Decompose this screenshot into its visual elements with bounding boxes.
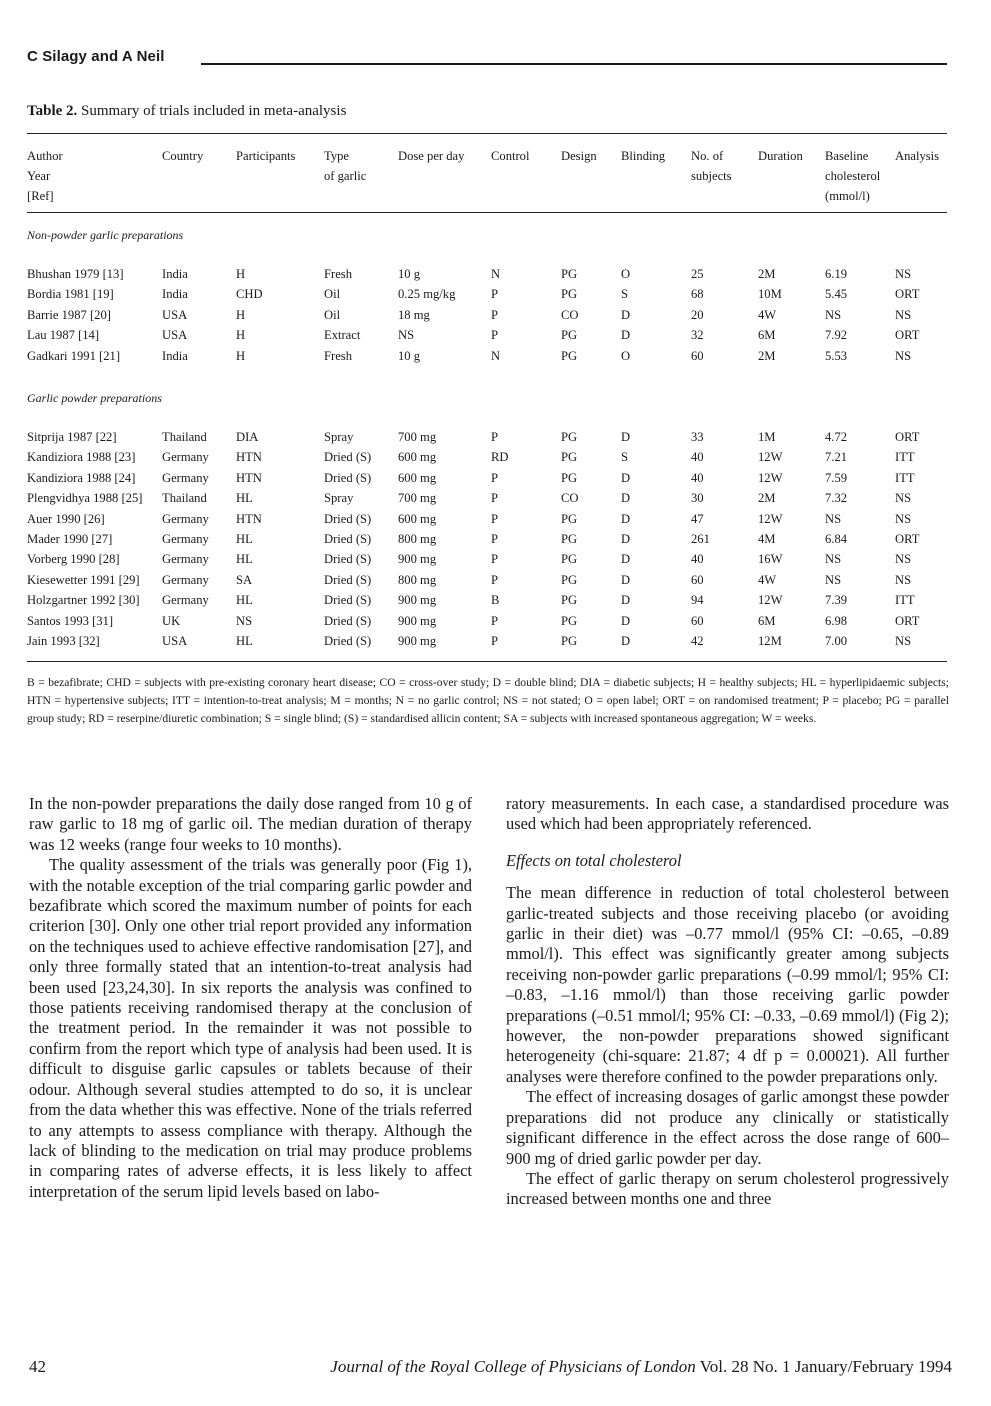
table-label: Table 2. (27, 103, 78, 119)
body-paragraph: The effect of increasing dosages of garlic amongst these powder preparations did not produce any clinically or statistically significant difference in the effect across the dose range of 600–900 mg of dried garlic powder per day. (506, 1087, 949, 1168)
journal-citation (330, 1357, 952, 1377)
cell-participants: H (236, 328, 246, 343)
cell-type: Dried (S) (324, 634, 372, 648)
cell-participants: HTN (236, 511, 262, 526)
cell-analysis: ITT (895, 470, 915, 485)
cell-subjects: 60 (691, 572, 704, 587)
cell-dose: 800 mg (398, 532, 437, 546)
cell-author: Lau 1987 [14] (27, 328, 100, 343)
cell-participants: CHD (236, 287, 263, 302)
cell-analysis: NS (895, 307, 912, 322)
table-bottom-rule (27, 661, 947, 662)
cell-dose: NS (398, 328, 415, 343)
cell-blinding: D (621, 470, 631, 485)
cell-blinding: O (621, 348, 631, 363)
cell-blinding: D (621, 328, 631, 343)
cell-baseline: 7.92 (825, 328, 848, 343)
cell-country: USA (162, 307, 188, 322)
table-section-label: Garlic powder preparations (27, 391, 162, 405)
cell-duration: 12M (758, 634, 782, 648)
cell-author: Santos 1993 [31] (27, 613, 114, 628)
column-header-type: Type of garlic (324, 149, 367, 183)
body-column-left (29, 794, 472, 1202)
column-header-baseline: Baseline cholesterol (mmol/l) (825, 149, 881, 203)
cell-dose: 18 mg (398, 307, 430, 322)
body-paragraph: The effect of garlic therapy on serum cholesterol progressively increased between months one and three (506, 1168, 949, 1209)
cell-type: Dried (S) (324, 593, 372, 608)
cell-duration: 4M (758, 532, 776, 546)
cell-subjects: 40 (691, 470, 704, 485)
cell-blinding: D (621, 613, 631, 628)
cell-duration: 2M (758, 491, 776, 506)
cell-control: P (491, 572, 499, 587)
table-row (27, 532, 947, 552)
cell-subjects: 40 (691, 450, 704, 465)
cell-blinding: D (621, 307, 631, 322)
cell-subjects: 20 (691, 307, 704, 322)
body-paragraph: ratory measurements. In each case, a standardised procedure was used which had been appropriately referenced. (506, 794, 949, 834)
cell-analysis: ORT (895, 532, 920, 546)
cell-blinding: S (621, 287, 629, 302)
cell-author: Barrie 1987 [20] (27, 307, 111, 322)
cell-type: Spray (324, 430, 354, 444)
cell-participants: HTN (236, 470, 262, 485)
body-column-right (506, 794, 949, 1210)
cell-participants: HL (236, 552, 253, 567)
cell-author: Gadkari 1991 [21] (27, 348, 121, 363)
cell-analysis: ORT (895, 287, 920, 302)
cell-author: Jain 1993 [32] (27, 634, 100, 648)
table-row (27, 471, 947, 491)
table-footnote: B = bezafibrate; CHD = subjects with pre-existing coronary heart disease; CO = cross-over study; D = double blind; DIA = diabetic subjects; H = healthy subjects; HL = hyperlipidaemic subjects; HTN = hypertensive subjects; ITT = intention-to-treat analysis; M = months; N = no garlic control; NS = not stated; O = open label; ORT = on randomised treatment; P = placebo; PG = parallel group study; RD = reserpine/diuretic combination; S = single blind; (S) = standardised allicin content; SA = subjects with increased spontaneous aggregation; W = weeks. (27, 676, 949, 725)
cell-design: PG (561, 613, 578, 628)
cell-subjects: 68 (691, 287, 704, 302)
cell-analysis: NS (895, 552, 912, 567)
cell-dose: 900 mg (398, 593, 437, 608)
cell-design: PG (561, 450, 578, 465)
cell-subjects: 42 (691, 634, 704, 648)
cell-baseline: NS (825, 552, 842, 567)
table-caption (27, 103, 346, 120)
cell-design: PG (561, 532, 578, 546)
cell-country: UK (162, 613, 181, 628)
cell-participants: HL (236, 532, 253, 546)
cell-analysis: ORT (895, 613, 920, 628)
table-row (27, 512, 947, 532)
cell-blinding: D (621, 511, 631, 526)
cell-duration: 12W (758, 511, 783, 526)
table-row (27, 634, 947, 654)
cell-control: RD (491, 450, 509, 465)
cell-design: PG (561, 572, 578, 587)
cell-dose: 800 mg (398, 572, 437, 587)
column-header-control: Control (491, 149, 530, 163)
cell-subjects: 32 (691, 328, 704, 343)
cell-duration: 2M (758, 348, 776, 363)
cell-control: P (491, 532, 499, 546)
column-header-analysis: Analysis (895, 149, 940, 163)
column-header-dose: Dose per day (398, 149, 465, 163)
cell-control: P (491, 328, 499, 343)
cell-analysis: ITT (895, 593, 915, 608)
cell-control: P (491, 552, 499, 567)
section-subheading: Effects on total cholesterol (506, 850, 682, 870)
cell-baseline: 5.53 (825, 348, 848, 363)
cell-country: Germany (162, 450, 209, 465)
table-row (27, 328, 947, 348)
cell-control: N (491, 267, 501, 281)
cell-blinding: D (621, 430, 631, 444)
cell-blinding: D (621, 532, 631, 546)
cell-duration: 12W (758, 450, 783, 465)
cell-dose: 900 mg (398, 613, 437, 628)
table-row (27, 573, 947, 593)
cell-control: P (491, 287, 499, 302)
cell-type: Fresh (324, 267, 352, 281)
page-number: 42 (29, 1357, 46, 1376)
cell-control: N (491, 348, 501, 363)
table-row (27, 552, 947, 572)
cell-baseline: 4.72 (825, 430, 848, 444)
column-header-blinding: Blinding (621, 149, 666, 163)
cell-subjects: 30 (691, 491, 704, 506)
cell-duration: 16W (758, 552, 783, 567)
cell-duration: 12W (758, 470, 783, 485)
cell-analysis: ORT (895, 328, 920, 343)
cell-author: Mader 1990 [27] (27, 532, 113, 546)
cell-participants: HTN (236, 450, 262, 465)
cell-dose: 600 mg (398, 450, 437, 465)
cell-subjects: 33 (691, 430, 704, 444)
cell-analysis: NS (895, 491, 912, 506)
cell-type: Dried (S) (324, 552, 372, 567)
cell-design: PG (561, 267, 578, 281)
cell-baseline: 5.45 (825, 287, 848, 302)
cell-dose: 600 mg (398, 470, 437, 485)
cell-subjects: 47 (691, 511, 704, 526)
table-row (27, 491, 947, 511)
cell-type: Extract (324, 328, 361, 343)
cell-analysis: NS (895, 511, 912, 526)
cell-analysis: NS (895, 634, 912, 648)
cell-analysis: ITT (895, 450, 915, 465)
cell-duration: 4W (758, 307, 777, 322)
cell-control: P (491, 511, 499, 526)
cell-design: PG (561, 430, 578, 444)
cell-design: PG (561, 552, 578, 567)
cell-control: B (491, 593, 500, 608)
table-row (27, 349, 947, 369)
cell-author: Kandiziora 1988 [23] (27, 450, 136, 465)
cell-country: Germany (162, 511, 209, 526)
cell-type: Dried (S) (324, 511, 372, 526)
cell-dose: 600 mg (398, 511, 437, 526)
cell-participants: HL (236, 634, 253, 648)
table-row (27, 593, 947, 613)
cell-country: USA (162, 328, 188, 343)
cell-design: PG (561, 470, 578, 485)
running-head: C Silagy and A Neil (27, 48, 165, 65)
cell-control: P (491, 613, 499, 628)
table-row (27, 450, 947, 470)
cell-country: Thailand (162, 430, 207, 444)
cell-duration: 6M (758, 613, 776, 628)
cell-type: Dried (S) (324, 572, 372, 587)
cell-baseline: 7.32 (825, 491, 848, 506)
cell-participants: NS (236, 613, 253, 628)
cell-country: USA (162, 634, 188, 648)
column-header-country: Country (162, 149, 204, 163)
cell-participants: DIA (236, 430, 259, 444)
cell-author: Kandiziora 1988 [24] (27, 470, 136, 485)
cell-type: Dried (S) (324, 450, 372, 465)
table-row (27, 430, 947, 450)
cell-subjects: 261 (691, 532, 710, 546)
cell-author: Auer 1990 [26] (27, 511, 105, 526)
cell-blinding: S (621, 450, 629, 465)
cell-control: P (491, 430, 499, 444)
cell-blinding: D (621, 491, 631, 506)
cell-baseline: NS (825, 572, 842, 587)
cell-baseline: 7.21 (825, 450, 848, 465)
cell-analysis: ORT (895, 430, 920, 444)
cell-dose: 700 mg (398, 430, 437, 444)
column-header-subjects: No. of subjects (691, 149, 732, 183)
cell-dose: 700 mg (398, 491, 437, 506)
table-caption-text: Summary of trials included in meta-analysis (81, 103, 347, 119)
table-header-rule (27, 212, 947, 213)
header-rule (201, 63, 947, 65)
table-row (27, 267, 947, 287)
cell-blinding: D (621, 552, 631, 567)
cell-baseline: 7.00 (825, 634, 848, 648)
column-header-duration: Duration (758, 149, 803, 163)
cell-baseline: 6.98 (825, 613, 848, 628)
body-paragraph: In the non-powder preparations the daily dose ranged from 10 g of raw garlic to 18 mg of garlic oil. The median duration of therapy was 12 weeks (range four weeks to 10 months). (29, 794, 472, 854)
cell-baseline: 6.84 (825, 532, 848, 546)
column-header-design: Design (561, 149, 597, 163)
cell-country: Germany (162, 532, 209, 546)
cell-author: Bhushan 1979 [13] (27, 267, 124, 281)
cell-control: P (491, 634, 499, 648)
table-top-rule (27, 133, 947, 134)
cell-author: Kiesewetter 1991 [29] (27, 572, 140, 587)
cell-country: Germany (162, 572, 209, 587)
cell-baseline: NS (825, 307, 842, 322)
cell-baseline: 7.39 (825, 593, 848, 608)
table-row (27, 308, 947, 328)
cell-author: Vorberg 1990 [28] (27, 552, 120, 567)
cell-dose: 10 g (398, 348, 421, 363)
cell-dose: 10 g (398, 267, 421, 281)
cell-participants: SA (236, 572, 253, 587)
cell-type: Dried (S) (324, 613, 372, 628)
cell-participants: H (236, 307, 246, 322)
cell-country: Germany (162, 552, 209, 567)
cell-analysis: NS (895, 572, 912, 587)
table-section-label: Non-powder garlic preparations (27, 228, 184, 242)
cell-author: Bordia 1981 [19] (27, 287, 114, 302)
cell-type: Dried (S) (324, 470, 372, 485)
cell-country: Thailand (162, 491, 207, 506)
cell-design: PG (561, 328, 578, 343)
journal-name: Journal of the Royal College of Physicians of London (330, 1357, 696, 1376)
cell-analysis: NS (895, 267, 912, 281)
cell-design: CO (561, 491, 579, 506)
cell-type: Spray (324, 491, 354, 506)
cell-duration: 2M (758, 267, 776, 281)
cell-blinding: D (621, 634, 631, 648)
cell-type: Fresh (324, 348, 352, 363)
cell-dose: 0.25 mg/kg (398, 287, 456, 302)
cell-country: Germany (162, 593, 209, 608)
cell-participants: HL (236, 491, 253, 506)
journal-issue: Vol. 28 No. 1 January/February 1994 (699, 1357, 952, 1376)
column-header-participants: Participants (236, 149, 296, 163)
cell-design: PG (561, 287, 578, 302)
cell-type: Oil (324, 287, 341, 302)
cell-design: PG (561, 348, 578, 363)
cell-control: P (491, 307, 499, 322)
cell-duration: 6M (758, 328, 776, 343)
cell-design: PG (561, 634, 578, 648)
cell-author: Plengvidhya 1988 [25] (27, 491, 143, 506)
cell-baseline: NS (825, 511, 842, 526)
cell-type: Oil (324, 307, 341, 322)
cell-author: Holzgartner 1992 [30] (27, 593, 140, 608)
cell-duration: 12W (758, 593, 783, 608)
cell-subjects: 40 (691, 552, 704, 567)
cell-baseline: 7.59 (825, 470, 848, 485)
table-row (27, 287, 947, 307)
body-paragraph: The quality assessment of the trials was generally poor (Fig 1), with the notable exception of the trial comparing garlic powder and bezafibrate which scored the maximum number of points for each criterion [30]. Only one other trial report provided any information on the techniques used to achieve effective randomisation [27], and only three formally stated that an intention-to-treat analysis had been used [23,24,30]. In six reports the analysis was confined to those patients receiving randomised therapy at the conclusion of the treatment period. In the remainder it was not possible to confirm from the report which type of analysis had been used. It is difficult to disguise garlic capsules or tablets because of their odour. Although several studies attempted to do so, it is unclear from the data whether this was effective. None of the trials referred to any attempts to assess compliance with therapy. Although the lack of blinding to the medication on trial may produce problems in comparing rates of adverse effects, it is less likely to affect interpretation of the serum lipid levels based on labo- (29, 855, 472, 1201)
body-paragraph: The mean difference in reduction of total cholesterol between garlic-treated subjects and those receiving placebo (or avoiding garlic in their diet) was –0.77 mmol/l (95% CI: –0.65, –0.89 mmol/l). This effect was significantly greater among subjects receiving non-powder garlic preparations (–0.99 mmol/l; 95% CI: –0.83, –1.16 mmol/l) than those receiving garlic powder preparations (–0.51 mmol/l; 95% CI: –0.33, –0.69 mmol/l) (Fig 2); however, the non-powder preparations showed significant heterogeneity (chi-square: 21.87; 4 df p = 0.00021). All further analyses were therefore confined to the powder preparations only. (506, 883, 949, 1086)
cell-country: India (162, 348, 188, 363)
cell-design: PG (561, 593, 578, 608)
cell-country: India (162, 267, 188, 281)
cell-blinding: D (621, 593, 631, 608)
cell-subjects: 94 (691, 593, 704, 608)
cell-baseline: 6.19 (825, 267, 848, 281)
cell-author: Sitprija 1987 [22] (27, 430, 117, 444)
cell-analysis: NS (895, 348, 912, 363)
cell-subjects: 25 (691, 267, 704, 281)
column-header-author: Author Year [Ref] (27, 149, 63, 203)
cell-type: Dried (S) (324, 532, 372, 546)
table-row (27, 614, 947, 634)
cell-design: CO (561, 307, 579, 322)
cell-control: P (491, 470, 499, 485)
cell-subjects: 60 (691, 613, 704, 628)
cell-duration: 1M (758, 430, 776, 444)
cell-control: P (491, 491, 499, 506)
cell-dose: 900 mg (398, 552, 437, 567)
cell-blinding: D (621, 572, 631, 587)
cell-dose: 900 mg (398, 634, 437, 648)
cell-country: Germany (162, 470, 209, 485)
cell-participants: H (236, 348, 246, 363)
cell-duration: 4W (758, 572, 777, 587)
cell-participants: HL (236, 593, 253, 608)
cell-participants: H (236, 267, 246, 281)
cell-country: India (162, 287, 188, 302)
cell-design: PG (561, 511, 578, 526)
cell-duration: 10M (758, 287, 782, 302)
cell-blinding: O (621, 267, 631, 281)
cell-subjects: 60 (691, 348, 704, 363)
